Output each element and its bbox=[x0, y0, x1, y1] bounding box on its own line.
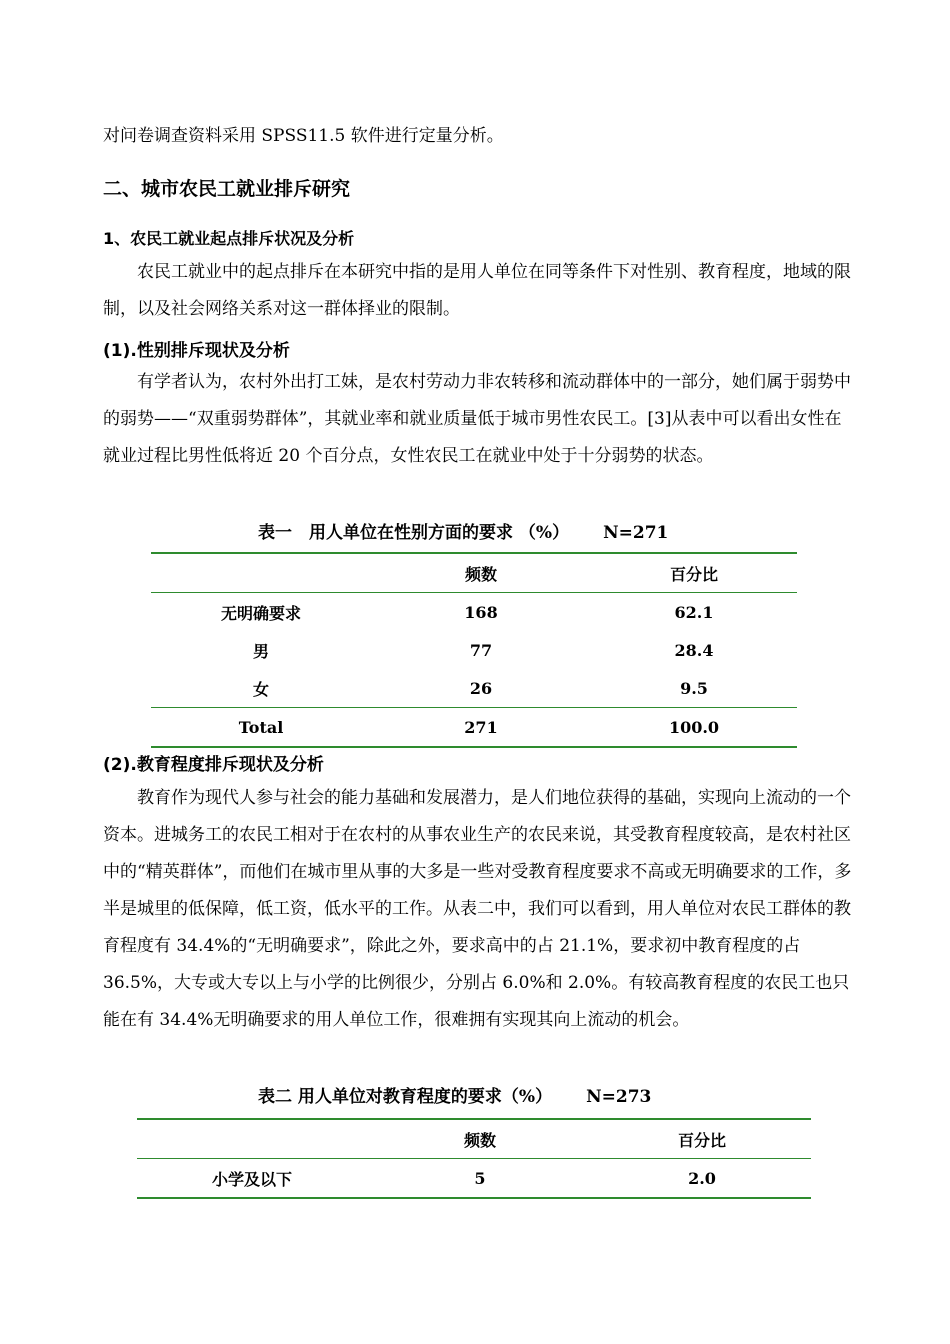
table-cell: Total bbox=[238, 717, 284, 737]
table-cell: 77 bbox=[469, 640, 493, 660]
table-cell: 271 bbox=[464, 717, 498, 737]
table-cell: 9.5 bbox=[680, 678, 708, 698]
table-header-cell bbox=[151, 553, 371, 593]
table-header-cell: 频数 bbox=[463, 1130, 496, 1150]
table-total-row bbox=[151, 708, 797, 748]
table-cell: 100.0 bbox=[668, 717, 720, 737]
table-cell: 女 bbox=[252, 679, 269, 699]
table-header-row bbox=[151, 553, 797, 593]
education-heading: (2).教育程度排斥现状及分析 bbox=[103, 755, 324, 775]
table-header-cell: 百分比 bbox=[677, 1130, 726, 1150]
subsection-title: 1、农民工就业起点排斥状况及分析 bbox=[103, 229, 355, 248]
table-cell: 小学及以下 bbox=[211, 1169, 292, 1189]
section-title: 二、城市农民工就业排斥研究 bbox=[103, 178, 351, 200]
table-cell: 无明确要求 bbox=[220, 603, 301, 623]
paragraph-intro: 对问卷调查资料采用 SPSS11.5 软件进行定量分析。 bbox=[103, 126, 504, 146]
table-row bbox=[151, 593, 797, 632]
table-cell: 168 bbox=[464, 602, 498, 622]
table-cell: 男 bbox=[252, 641, 269, 661]
table-cell: 26 bbox=[469, 678, 493, 698]
table-row bbox=[151, 669, 797, 708]
table-cell: 28.4 bbox=[674, 640, 714, 660]
table-cell: 62.1 bbox=[674, 602, 714, 622]
table1-n: N=271 bbox=[603, 523, 669, 543]
paragraph-gender: 有学者认为，农村外出打工妹，是农村劳动力非农转移和流动群体中的一部分，她们属于弱势中的弱势——“双重弱势群体”，其就业率和就业质量低于城市男性农民工。[3]从表中可以看出女性在就业过程比男性低将近 20 个百分点，女性农民工在就业中处于十分弱势的状态。 bbox=[103, 372, 851, 466]
table2-education bbox=[137, 1118, 811, 1199]
table-header-cell: 频数 bbox=[464, 564, 497, 584]
table1-caption: 表一 用人单位在性别方面的要求 （%） bbox=[258, 523, 570, 543]
table1-caption-line bbox=[258, 518, 668, 543]
table2-n: N=273 bbox=[586, 1087, 652, 1107]
table-row bbox=[137, 1159, 811, 1199]
table-cell: 2.0 bbox=[688, 1168, 716, 1188]
table-header-cell: 百分比 bbox=[669, 564, 718, 584]
table-header-row bbox=[137, 1119, 811, 1159]
table2-caption: 表二 用人单位对教育程度的要求（%） bbox=[258, 1087, 553, 1107]
table-row bbox=[151, 631, 797, 669]
gender-heading: (1).性别排斥现状及分析 bbox=[103, 341, 290, 361]
table-header-cell bbox=[137, 1119, 367, 1159]
table1-gender bbox=[151, 552, 797, 748]
table-cell: 5 bbox=[474, 1168, 486, 1188]
paragraph-start-exclusion: 农民工就业中的起点排斥在本研究中指的是用人单位在同等条件下对性别、教育程度，地域的限制，以及社会网络关系对这一群体择业的限制。 bbox=[103, 262, 851, 319]
paragraph-education: 教育作为现代人参与社会的能力基础和发展潜力，是人们地位获得的基础，实现向上流动的一个资本。进城务工的农民工相对于在农村的从事农业生产的农民来说，其受教育程度较高，是农村社区中的“精英群体”，而他们在城市里从事的大多是一些对受教育程度要求不高或无明确要求的工作，多半是城里的低保障，低工资，低水平的工作。从表二中，我们可以看到，用人单位对农民工群体的教育程度有 34.4%的“无明确要求”，除此之外，要求高中的占 21.1%，要求初中教育程度的占 36.5%，大专或大专以上与小学的比例很少，分别占 6.0%和 2.0%。有较高教育程度的农民工也只能在有 34.4%无明确要求的用人单位工作，很难拥有实现其向上流动的机会。 bbox=[103, 788, 852, 1030]
table2-caption-line bbox=[258, 1082, 651, 1107]
